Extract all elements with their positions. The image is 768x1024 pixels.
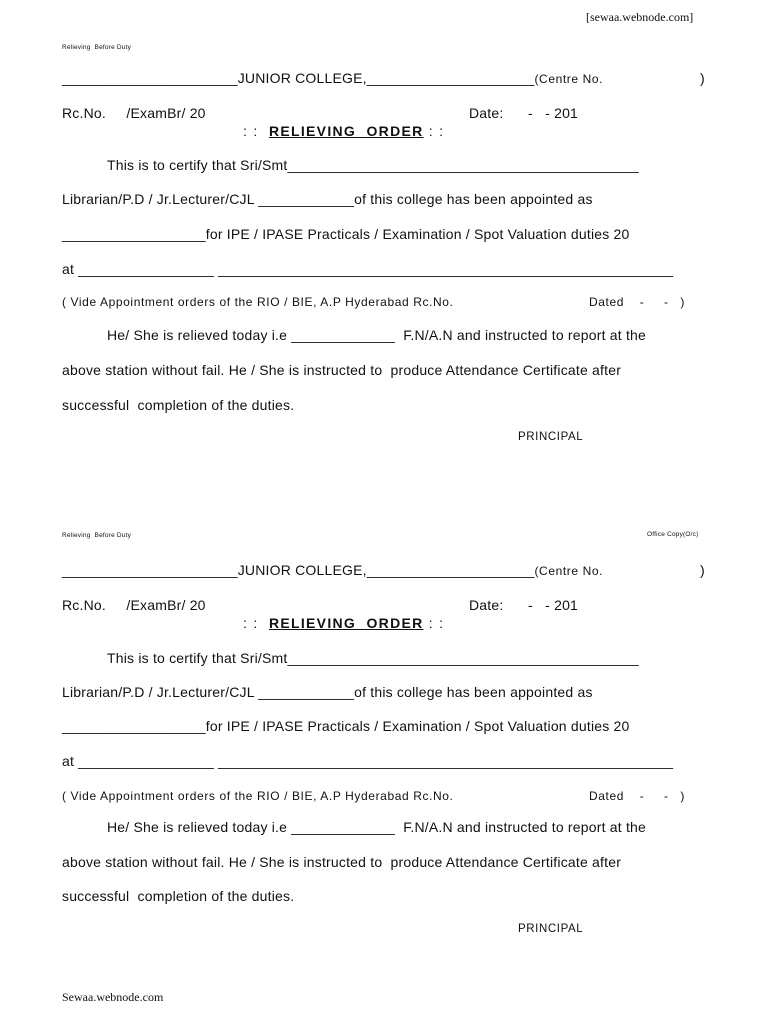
order-title-text: RELIEVING ORDER <box>268 123 424 139</box>
college-blank-suffix: _____________________ <box>366 70 535 86</box>
relieved-line: He/ She is relieved today i.e _____________ F.N/A.N and instructed to report at the <box>107 327 647 343</box>
instruction-line: above station without fail. He / She is instructed to produce Attendance Certificate after <box>62 362 622 378</box>
office-copy-label: Office Copy(O/c) <box>647 531 699 538</box>
college-blank-suffix: _____________________ <box>366 562 535 578</box>
college-blank-prefix: ______________________ <box>62 70 238 86</box>
certify-line: This is to certify that Sri/Smt____________________________________________ <box>107 157 639 173</box>
appointment-line: Librarian/P.D / Jr.Lecturer/CJL ____________of this college has been appointed as <box>62 191 593 207</box>
vide-orders: ( Vide Appointment orders of the RIO / BIE, A.P Hyderabad Rc.No. <box>62 789 454 803</box>
duties-line: __________________for IPE / IPASE Practicals / Examination / Spot Valuation duties 20 <box>62 718 630 734</box>
station-line: at _________________ _________________________________________________________ <box>62 261 674 277</box>
college-label: JUNIOR COLLEGE, <box>237 70 367 86</box>
instruction-line: above station without fail. He / She is instructed to produce Attendance Certificate after <box>62 854 622 870</box>
completion-line: successful completion of the duties. <box>62 397 295 413</box>
rc-number: Rc.No. /ExamBr/ 20 <box>62 105 206 121</box>
college-blank-prefix: ______________________ <box>62 562 238 578</box>
vide-orders: ( Vide Appointment orders of the RIO / BIE, A.P Hyderabad Rc.No. <box>62 295 454 309</box>
station-line: at _________________ _________________________________________________________ <box>62 753 674 769</box>
principal-signature: PRINCIPAL <box>518 923 584 935</box>
dated-field: Dated - - ) <box>589 295 686 309</box>
form-label: Relieving Before Duty <box>62 532 132 539</box>
duties-line: __________________for IPE / IPASE Practicals / Examination / Spot Valuation duties 20 <box>62 226 630 242</box>
centre-label: (Centre No. <box>534 72 604 86</box>
header-site-link: [sewaa.webnode.com] <box>586 10 694 24</box>
dated-field: Dated - - ) <box>589 789 686 803</box>
order-title-text: RELIEVING ORDER <box>268 615 424 631</box>
appointment-line: Librarian/P.D / Jr.Lecturer/CJL ____________of this college has been appointed as <box>62 684 593 700</box>
date-field: Date: - - 201 <box>469 105 579 121</box>
centre-label: (Centre No. <box>534 564 604 578</box>
certify-line: This is to certify that Sri/Smt____________________________________________ <box>107 650 639 666</box>
centre-close: ) <box>700 70 705 86</box>
relieved-line: He/ She is relieved today i.e _____________ F.N/A.N and instructed to report at the <box>107 819 647 835</box>
college-label: JUNIOR COLLEGE, <box>237 562 367 578</box>
form-label: Relieving Before Duty <box>62 44 132 51</box>
date-field: Date: - - 201 <box>469 597 579 613</box>
principal-signature: PRINCIPAL <box>518 431 584 443</box>
order-title: : : RELIEVING ORDER : : <box>243 123 445 139</box>
footer-site-link: Sewaa.webnode.com <box>62 990 164 1004</box>
centre-close: ) <box>700 562 705 578</box>
rc-number: Rc.No. /ExamBr/ 20 <box>62 597 206 613</box>
order-title: : : RELIEVING ORDER : : <box>243 615 445 631</box>
college-line <box>62 562 603 578</box>
completion-line: successful completion of the duties. <box>62 888 295 904</box>
college-line <box>62 70 603 86</box>
